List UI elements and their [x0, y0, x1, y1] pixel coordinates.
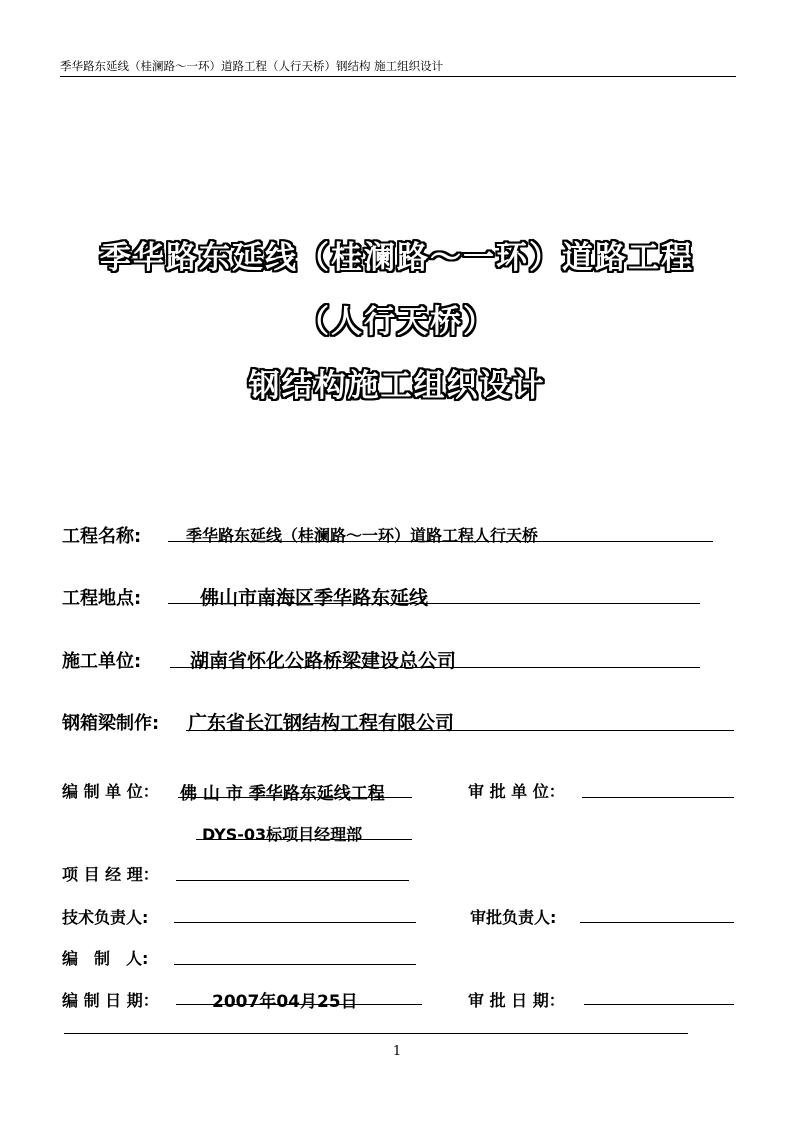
compiler-unit-value-line-2: DYS-03标项目经理部	[202, 825, 363, 844]
running-header: 季华路东延线（桂澜路～一环）道路工程（人行天桥）钢结构 施工组织设计	[60, 59, 444, 73]
tech-lead-underline	[174, 922, 416, 923]
location-label: 工程地点:	[62, 588, 142, 609]
document-title-line-1: 季华路东延线（桂澜路～一环）道路工程	[100, 240, 694, 276]
fabricator-underline	[186, 730, 734, 731]
approval-date-underline	[584, 1004, 734, 1005]
compiler-unit-value-line-1: 佛 山 市 季华路东延线工程	[180, 784, 385, 804]
document-title-line-3: 钢结构施工组织设计	[248, 368, 546, 404]
project-name-value: 季华路东延线（桂澜路～一环）道路工程人行天桥	[186, 526, 539, 545]
compiler-unit-underline-1	[178, 797, 412, 798]
project-manager-underline	[176, 880, 409, 881]
compiler-unit-label: 编 制 单 位：	[62, 782, 159, 801]
project-name-underline	[168, 541, 713, 542]
project-manager-label: 项 目 经 理：	[62, 865, 159, 884]
header-rule	[60, 76, 736, 77]
fabricator-label: 钢箱梁制作:	[62, 713, 160, 734]
project-name-label: 工程名称:	[62, 526, 142, 547]
compiler-underline	[174, 964, 416, 965]
location-underline	[168, 603, 700, 604]
approval-date-label: 审 批 日 期：	[468, 991, 565, 1010]
compile-date-label: 编 制 日 期：	[62, 991, 159, 1010]
footer-rule	[64, 1033, 688, 1034]
approver-label: 审批负责人:	[470, 908, 557, 927]
location-value: 佛山市南海区季华路东延线	[200, 587, 429, 609]
compiler-unit-underline-2	[196, 839, 412, 840]
contractor-value: 湖南省怀化公路桥梁建设总公司	[190, 650, 457, 672]
approver-underline	[580, 922, 734, 923]
compiler-label: 编 制 人:	[62, 949, 149, 968]
compile-date-underline	[176, 1004, 422, 1005]
contractor-underline	[170, 667, 700, 668]
approval-unit-label: 审 批 单 位：	[468, 782, 565, 801]
tech-lead-label: 技术负责人:	[62, 908, 149, 927]
compile-date-value: 2007年04月25日	[212, 992, 358, 1012]
page-number: 1	[392, 1044, 402, 1059]
document-title-line-2: （人行天桥）	[298, 304, 496, 340]
fabricator-value: 广东省长江钢结构工程有限公司	[188, 712, 455, 734]
contractor-label: 施工单位:	[62, 651, 142, 672]
approval-unit-underline	[582, 797, 734, 798]
